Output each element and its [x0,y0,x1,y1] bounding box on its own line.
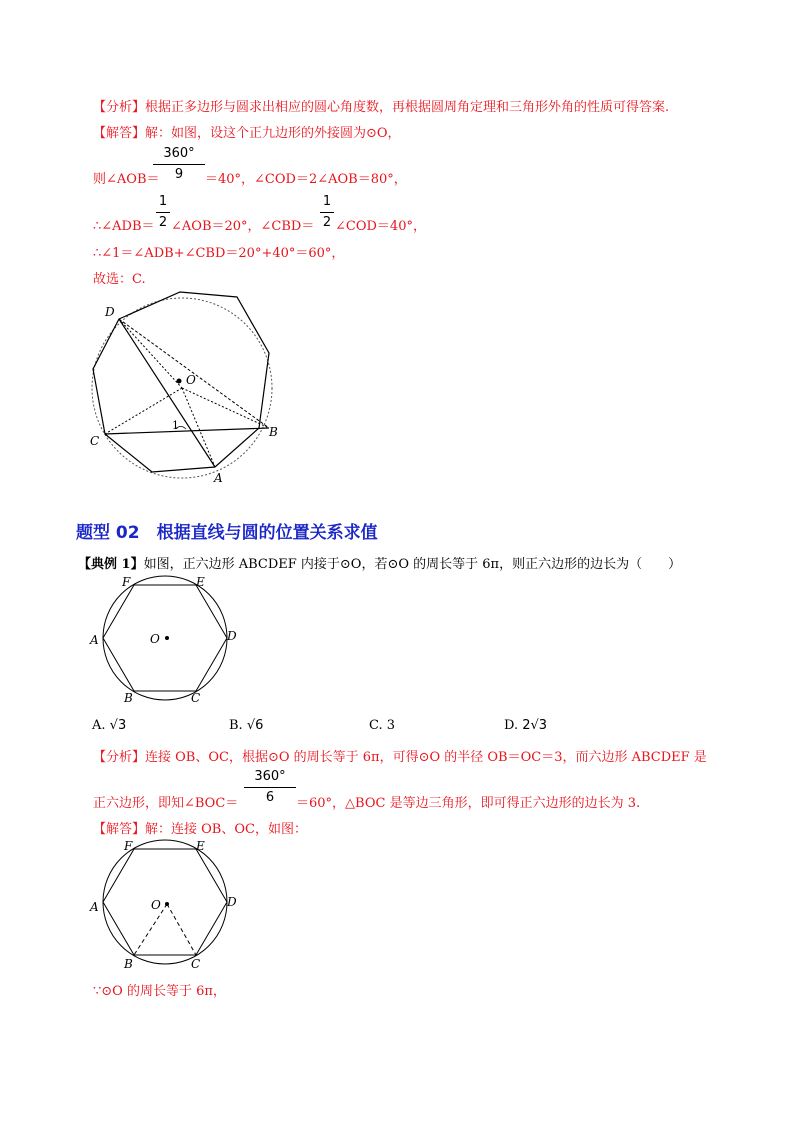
option-a-value: √3 [109,718,127,733]
hexagon-figure-2 [88,836,248,972]
circumcircle [103,840,227,964]
hexagon-figure-1 [88,572,248,708]
option-c[interactable] [369,718,395,733]
example-text: 如图，正六边形 ABCDEF 内接于⊙O，若⊙O 的周长等于 6π，则正六边形的边长为（ ） [143,557,682,572]
label-a: A [214,471,223,485]
label-f: F [122,575,131,589]
fraction-one-half-1 [156,194,170,231]
fraction-numerator: 1 [158,194,168,209]
fraction-numerator: 360° [163,146,195,161]
answer-line-1-pre: 则∠AOB＝ [93,172,160,187]
fraction-one-half-2 [320,194,334,231]
fraction-denominator: 6 [265,790,275,805]
label-b: B [269,425,278,439]
option-b-letter: B. [229,718,243,733]
label-a: A [90,900,99,914]
label-f: F [124,839,133,853]
option-b[interactable] [229,718,263,733]
option-c-letter: C. [369,718,383,733]
line-oc [105,388,182,434]
fraction-numerator: 360° [254,769,286,784]
label-b: B [124,957,133,971]
label-b: B [124,691,133,705]
analysis-text-2-line-2-pre: 正六边形，即知∠BOC＝ [93,796,239,811]
line-ob [182,388,269,428]
answer-line-2-post: ∠COD＝40°， [335,219,426,234]
answer-line-2-pre: ∴∠ADB＝ [93,219,155,234]
label-e: E [196,575,205,589]
line-oc [167,904,196,955]
option-a-letter: A. [92,718,106,733]
option-c-value: 3 [386,718,396,733]
answer-line-1-post: ＝40°，∠COD＝2∠AOB＝80°， [205,172,407,187]
option-d-letter: D. [504,718,519,733]
label-o: O [186,373,196,387]
example-question [78,553,681,572]
label-c: C [191,957,201,971]
answer-text-2: 【解答】解：连接 OB、OC，如图： [93,822,307,837]
analysis-text-2-line-1: 【分析】连接 OB、OC，根据⊙O 的周长等于 6π，可得⊙O 的半径 OB＝OC＝3，而六边形 ABCDEF 是 [93,750,707,765]
answer-last-line: ∵⊙O 的周长等于 6π， [93,984,226,999]
center-point [165,902,169,906]
fraction-bar [153,164,205,165]
fraction-denominator: 2 [322,215,332,230]
label-c: C [90,434,100,448]
line-do [119,319,182,388]
answer-line-2-mid: ∠AOB＝20°，∠CBD＝ [171,219,315,234]
center-point [177,379,182,384]
label-c: C [191,691,201,705]
fraction-numerator: 1 [322,194,332,209]
chord-da [119,319,215,467]
option-b-value: √6 [246,718,264,733]
analysis-text-2-line-2-post: ＝60°，△BOC 是等边三角形，即可得正六边形的边长为 3. [296,796,641,811]
analysis-text-1: 【分析】根据正多边形与圆求出相应的圆心角度数，再根据圆周角定理和三角形外角的性质可得答案. [93,100,670,115]
label-d: D [227,629,237,643]
answer-line-4: 故选：C. [93,272,146,287]
fraction-denominator: 2 [158,215,168,230]
nonagon-figure [85,290,285,490]
option-d-value: 2√3 [522,718,548,733]
fraction-360-9 [153,146,205,183]
label-d: D [105,305,115,319]
fraction-bar [320,212,334,213]
answer-intro-text: 【解答】解：如图，设这个正九边形的外接圆为⊙O， [93,126,401,141]
answer-line-3: ∴∠1＝∠ADB+∠CBD＝20°+40°＝60°， [93,246,345,261]
label-d: D [227,895,237,909]
fraction-bar [244,787,296,788]
section-heading: 题型 02 根据直线与圆的位置关系求值 [76,523,378,543]
line-oa [182,388,215,467]
fraction-bar [156,212,170,213]
option-a[interactable] [92,718,126,733]
center-point [165,636,169,640]
hexagon [103,849,227,955]
example-label: 【典例 1】 [78,557,144,572]
label-angle-1: 1 [172,419,179,432]
label-e: E [196,839,205,853]
option-d[interactable] [504,718,547,733]
label-o: O [151,898,161,912]
chord-cb [105,428,269,434]
fraction-denominator: 9 [174,167,184,182]
label-a: A [90,633,99,647]
fraction-360-6 [244,769,296,806]
label-o: O [150,632,160,646]
